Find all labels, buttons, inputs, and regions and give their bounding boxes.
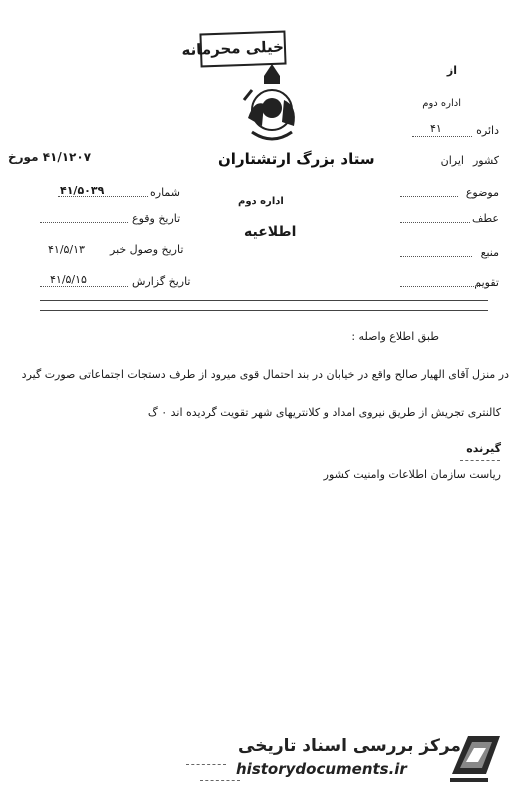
body-intro: طبق اطلاع واصله : xyxy=(351,330,439,343)
header-divider-2 xyxy=(40,310,488,311)
classification-stamp: خیلی محرمانه xyxy=(199,31,286,68)
division-dots xyxy=(412,136,472,137)
from-label: از xyxy=(446,64,457,77)
bottom-mark-1 xyxy=(186,764,226,765)
receipt-date-value: ۴۱/۵/۱۳ xyxy=(48,243,85,256)
evaluation-label: تقویم xyxy=(474,276,499,289)
recipient: ریاست سازمان اطلاعات وامنیت کشور xyxy=(323,468,501,481)
archive-center-name: مرکز بررسی اسناد تاریخی xyxy=(238,736,461,756)
center-department: اداره دوم xyxy=(238,196,284,207)
division-value: ۴۱ xyxy=(430,122,442,135)
number-value: ۴۱/۵۰۳۹ xyxy=(60,184,105,197)
report-date-value: ۴۱/۵/۱۵ xyxy=(50,273,87,286)
number-label: شماره xyxy=(150,186,181,199)
reference-dots xyxy=(400,222,470,223)
evaluation-dots xyxy=(400,286,480,287)
archive-logo-icon xyxy=(446,728,506,788)
event-date-dots xyxy=(40,222,128,223)
recipients-underline xyxy=(460,460,500,461)
body-line-2: کالنتری تجریش از طریق نیروی امداد و کلانتریهای شهر تقویت گردیده اند ۰ گ xyxy=(147,406,501,419)
report-date-dots xyxy=(40,286,128,287)
event-date-label: تاریخ وقوع xyxy=(132,212,181,225)
report-date-label: تاریخ گزارش xyxy=(132,275,191,288)
reference-label: عطف xyxy=(472,212,499,225)
archive-website: historydocuments.ir xyxy=(236,760,407,778)
source-dots xyxy=(400,256,472,257)
bottom-mark-2 xyxy=(200,780,240,781)
org-name: ستاد بزرگ ارتشتاران xyxy=(218,150,375,168)
subject-label: موضوع xyxy=(465,186,499,199)
division-label: دائره xyxy=(476,124,499,137)
notice-title: اطلاعیه xyxy=(244,224,297,240)
department-label: اداره دوم xyxy=(422,98,461,109)
country-value: ایران xyxy=(440,154,464,167)
recipients-label: گیرنده xyxy=(466,442,501,455)
country-label: کشور xyxy=(472,154,499,167)
lion-and-sun-emblem-icon xyxy=(234,60,310,150)
receipt-date-label: تاریخ وصول خبر xyxy=(110,243,184,256)
handwritten-reference: ۴۱/۱۲۰۷ مورخ xyxy=(8,150,92,164)
body-line-1: در منزل آقای الهیار صالح واقع در خیابان در بند احتمال قوی میرود از طرف دستجات اجتماعاتی صورت گیرد xyxy=(21,368,509,381)
source-label: منبع xyxy=(480,246,499,259)
subject-dots xyxy=(400,196,458,197)
header-divider-1 xyxy=(40,300,488,301)
